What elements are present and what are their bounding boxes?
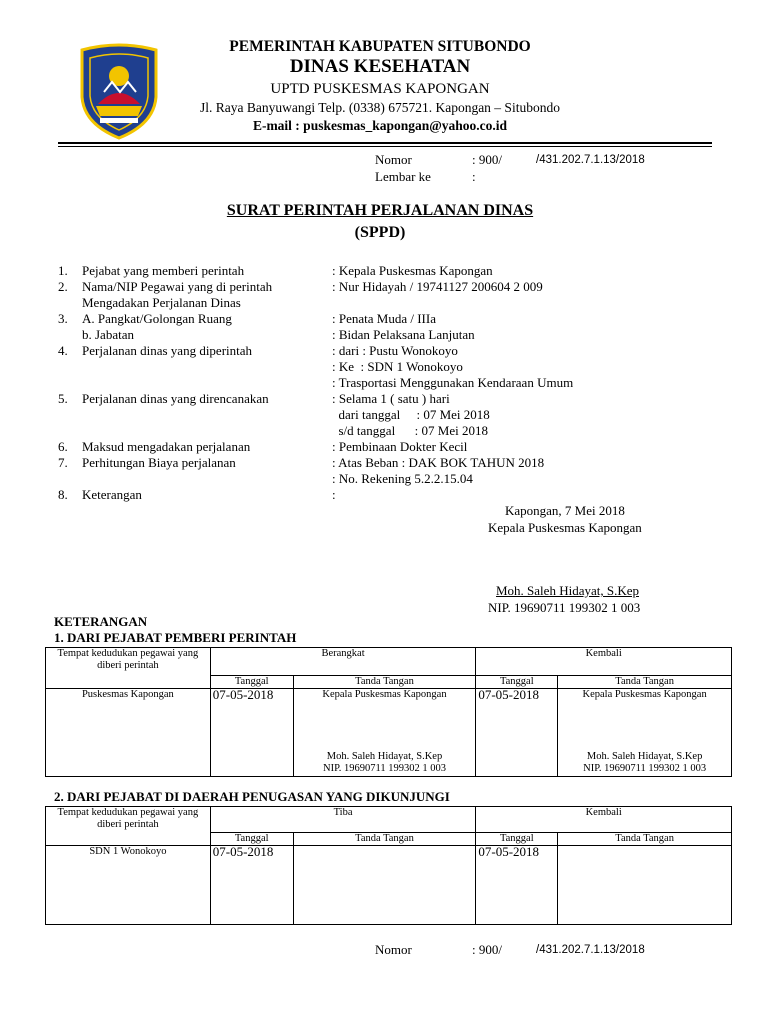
item-label: Nama/NIP Pegawai yang di perintah (82, 279, 273, 294)
back-date-cell: 07-05-2018 (476, 689, 558, 777)
item-value: : Ke : SDN 1 Wonokoyo (332, 359, 463, 374)
item-value: s/d tanggal : 07 Mei 2018 (332, 423, 488, 438)
footer-nomor-value-prefix: : 900/ (472, 942, 502, 957)
item-label: Mengadakan Perjalanan Dinas (82, 295, 241, 310)
item-value: : Atas Beban : DAK BOK TAHUN 2018 (332, 455, 545, 470)
header-rule-thick (58, 142, 712, 144)
col-tiba-header: Tiba (210, 807, 476, 833)
go-date-cell: 07-05-2018 (210, 689, 293, 777)
table-pemberi-perintah (45, 647, 732, 777)
header-email: E-mail : puskesmas_kapongan@yahoo.co.id (252, 118, 508, 133)
go-sign-nip: NIP. 19690711 199302 1 003 (322, 763, 446, 774)
document-subtitle: (SPPD) (354, 224, 406, 241)
item-label: Perjalanan dinas yang diperintah (82, 343, 253, 358)
lembar-value: : (472, 169, 476, 184)
col-sign-header: Tanda Tangan (293, 833, 476, 846)
table-daerah-penugasan (45, 806, 732, 925)
back-sign-title: Kepala Puskesmas Kapongan (582, 689, 707, 700)
item-number: 1. (58, 263, 68, 278)
item-number: 6. (58, 439, 68, 454)
header-unit: UPTD PUSKESMAS KAPONGAN (270, 81, 490, 97)
item-value: : Nur Hidayah / 19741127 200604 2 009 (332, 279, 543, 294)
col-sign-header: Tanda Tangan (558, 676, 732, 689)
footer-nomor-value-suffix: /431.202.7.1.13/2018 (536, 944, 645, 956)
item-value: : Pembinaan Dokter Kecil (332, 439, 468, 454)
back-sign-cell (558, 689, 732, 777)
back-date-cell: 07-05-2018 (476, 846, 558, 925)
go-sign-name: Moh. Saleh Hidayat, S.Kep (326, 751, 443, 762)
nomor-value-suffix: /431.202.7.1.13/2018 (536, 154, 645, 166)
item-label: Keterangan (82, 487, 142, 502)
item-label: A. Pangkat/Golongan Ruang (82, 311, 232, 326)
signature-place-date: Kapongan, 7 Mei 2018 (505, 503, 625, 518)
col-place-header: Tempat kedudukan pegawai yang diberi perintah (46, 648, 211, 689)
col-date-header: Tanggal (210, 833, 293, 846)
item-label: Perhitungan Biaya perjalanan (82, 455, 236, 470)
item-number: 8. (58, 487, 68, 502)
item-number: 7. (58, 455, 68, 470)
keterangan-heading: KETERANGAN (54, 614, 148, 629)
go-sign-title: Kepala Puskesmas Kapongan (322, 689, 447, 700)
header-department: DINAS KESEHATAN (289, 56, 471, 77)
signature-name: Moh. Saleh Hidayat, S.Kep (496, 583, 639, 598)
col-sign-header: Tanda Tangan (293, 676, 476, 689)
item-label: b. Jabatan (82, 327, 134, 342)
back-sign-block (558, 751, 731, 775)
go-sign-block (294, 751, 476, 775)
item-number: 4. (58, 343, 68, 358)
go-sign-cell (293, 689, 476, 777)
item-value: : Penata Muda / IIIa (332, 311, 436, 326)
col-kembali-header: Kembali (476, 807, 732, 833)
header-government: PEMERINTAH KABUPATEN SITUBONDO (229, 38, 531, 55)
lembar-label: Lembar ke (375, 169, 431, 184)
item-value: : (332, 487, 336, 502)
header-address: Jl. Raya Banyuwangi Telp. (0338) 675721. Kapongan – Situbondo (200, 100, 560, 115)
document-title: SURAT PERINTAH PERJALANAN DINAS (226, 202, 534, 219)
item-number: 2. (58, 279, 68, 294)
col-kembali-header: Kembali (476, 648, 732, 676)
table-row (46, 689, 732, 777)
section2-title: 2. DARI PEJABAT DI DAERAH PENUGASAN YANG DIKUNJUNGI (54, 789, 450, 804)
footer-nomor-label: Nomor (375, 942, 412, 957)
item-number: 3. (58, 311, 68, 326)
item-number: 5. (58, 391, 68, 406)
arrive-sign-cell (293, 846, 476, 925)
table-row (46, 846, 732, 925)
col-place-header: Tempat kedudukan pegawai yang diberi perintah (46, 807, 211, 846)
back-sign-cell (558, 846, 732, 925)
nomor-value-prefix: : 900/ (472, 152, 502, 167)
back-sign-nip: NIP. 19690711 199302 1 003 (583, 763, 707, 774)
col-sign-header: Tanda Tangan (558, 833, 732, 846)
item-label: Maksud mengadakan perjalanan (82, 439, 251, 454)
item-label: Perjalanan dinas yang direncanakan (82, 391, 269, 406)
nomor-label: Nomor (375, 152, 412, 167)
section1-title: 1. DARI PEJABAT PEMBERI PERINTAH (54, 630, 297, 645)
col-date-header: Tanggal (210, 676, 293, 689)
item-label: Pejabat yang memberi perintah (82, 263, 245, 278)
item-value: : dari : Pustu Wonokoyo (332, 343, 458, 358)
arrive-date-cell: 07-05-2018 (210, 846, 293, 925)
place-cell: Puskesmas Kapongan (46, 689, 211, 777)
col-berangkat-header: Berangkat (210, 648, 476, 676)
item-value: dari tanggal : 07 Mei 2018 (332, 407, 490, 422)
back-sign-name: Moh. Saleh Hidayat, S.Kep (586, 751, 703, 762)
col-date-header: Tanggal (476, 833, 558, 846)
item-value: : Kepala Puskesmas Kapongan (332, 263, 493, 278)
item-value: : Bidan Pelaksana Lanjutan (332, 327, 475, 342)
place-cell: SDN 1 Wonokoyo (46, 846, 211, 925)
signature-position: Kepala Puskesmas Kapongan (488, 520, 642, 535)
item-value: : Trasportasi Menggunakan Kendaraan Umum (332, 375, 574, 390)
col-date-header: Tanggal (476, 676, 558, 689)
signature-nip: NIP. 19690711 199302 1 003 (488, 600, 641, 615)
situbondo-coat-of-arms-icon (76, 42, 162, 142)
header-rule-thin (58, 146, 712, 147)
item-value: : Selama 1 ( satu ) hari (332, 391, 450, 406)
item-value: : No. Rekening 5.2.2.15.04 (332, 471, 473, 486)
